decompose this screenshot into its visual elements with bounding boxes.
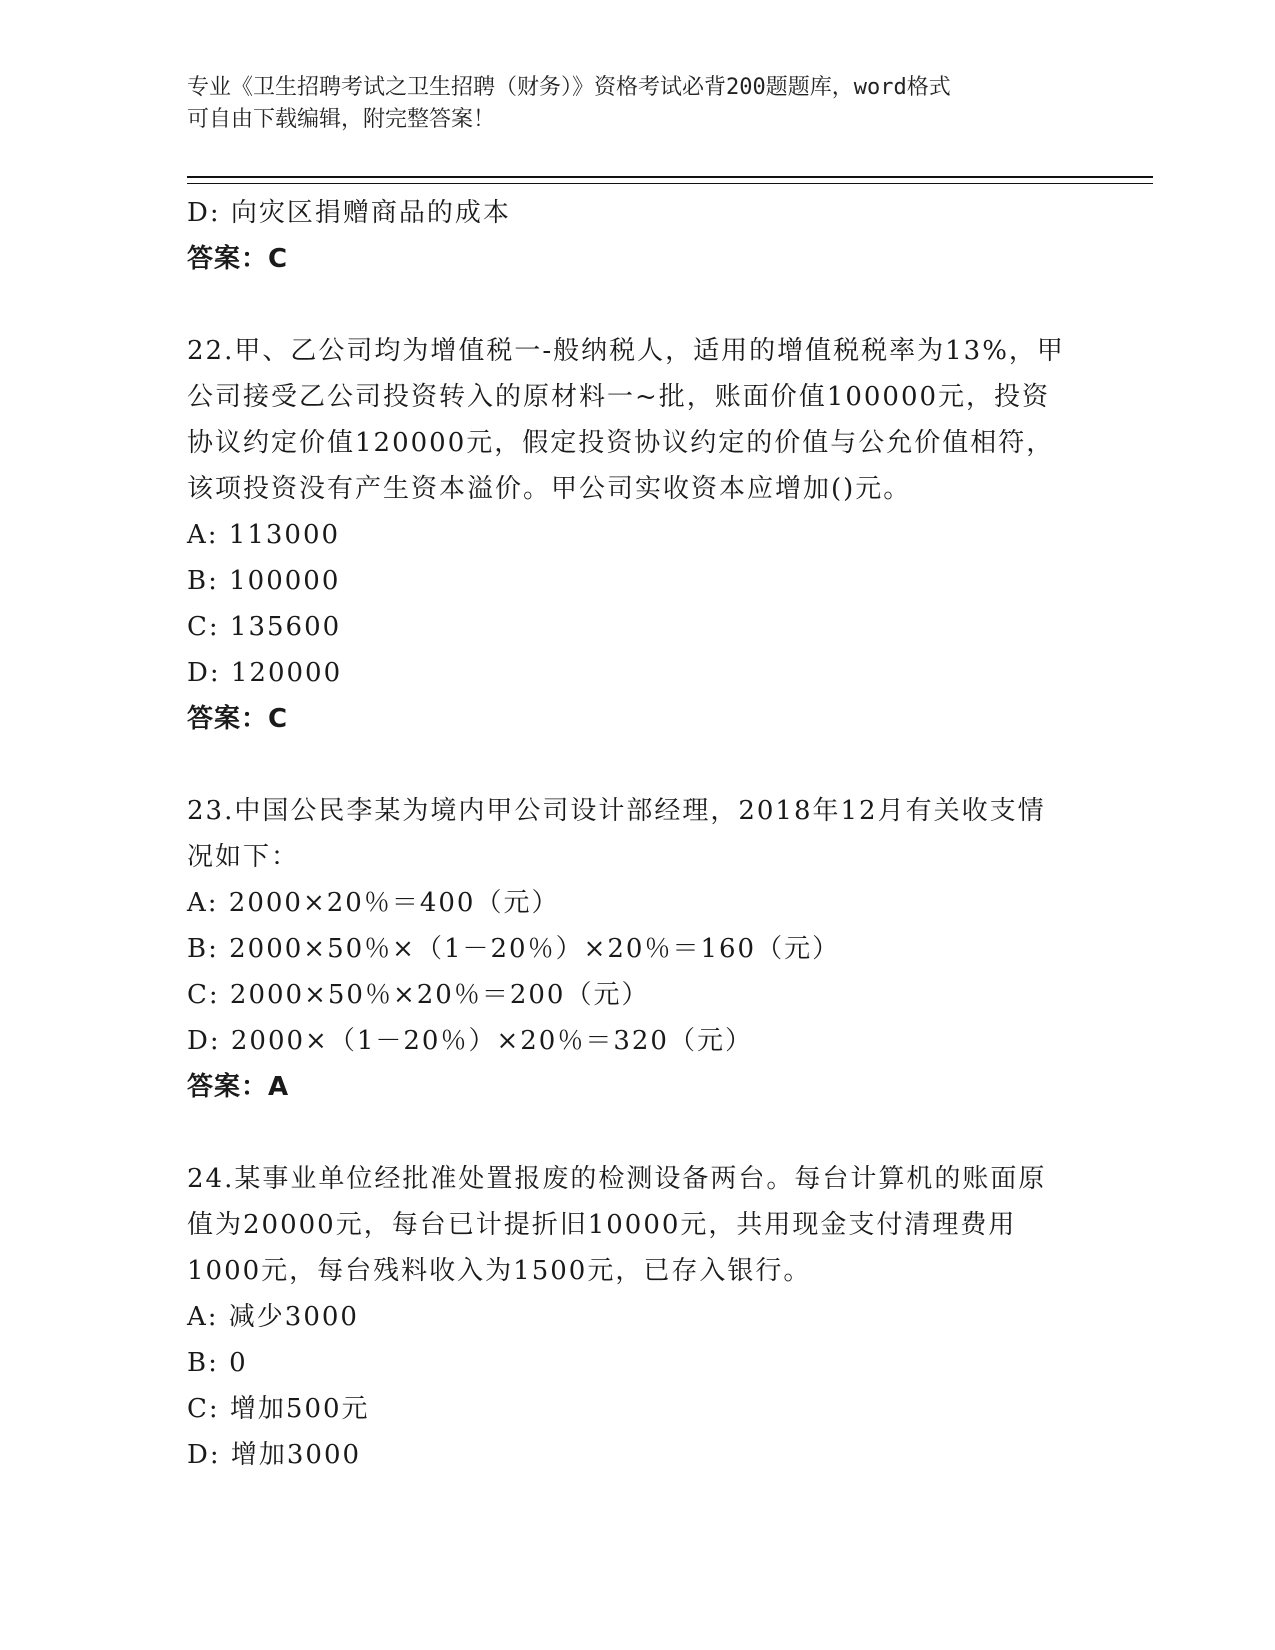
option-c: C: 增加500元 — [187, 1394, 370, 1424]
header-line-1: 专业《卫生招聘考试之卫生招聘（财务）》资格考试必背200题题库，word格式 — [187, 75, 951, 100]
document-header — [187, 72, 1087, 136]
question-text-line: 24.某事业单位经批准处置报废的检测设备两台。每台计算机的账面原 — [187, 1164, 1047, 1194]
question-23 — [187, 788, 1087, 1110]
question-text-line: 1000元，每台残料收入为1500元，已存入银行。 — [187, 1256, 812, 1286]
answer-line: 答案：A — [187, 1072, 290, 1102]
option-b: B: 2000×50％×（1－20％）×20％＝160（元） — [187, 934, 841, 964]
option-c: C: 135600 — [187, 612, 342, 642]
spacer — [187, 1110, 1087, 1156]
option-a: A: 2000×20％＝400（元） — [187, 888, 560, 918]
answer-line: 答案：C — [187, 704, 289, 734]
question-22 — [187, 328, 1087, 742]
header-line-2: 可自由下载编辑，附完整答案！ — [187, 107, 496, 132]
previous-question-tail — [187, 190, 1087, 282]
question-text-line: 协议约定价值120000元，假定投资协议约定的价值与公允价值相符， — [187, 428, 1055, 458]
question-text-line: 况如下： — [187, 842, 300, 872]
header-rule-thick — [187, 176, 1153, 178]
question-text-line: 该项投资没有产生资本溢价。甲公司实收资本应增加()元。 — [187, 474, 912, 504]
question-text-line: 值为20000元，每台已计提折旧10000元，共用现金支付清理费用 — [187, 1210, 1017, 1240]
option-b: B: 100000 — [187, 566, 341, 596]
question-text-line: 23.中国公民李某为境内甲公司设计部经理，2018年12月有关收支情 — [187, 796, 1046, 826]
option-d: D: 向灾区捐赠商品的成本 — [187, 198, 511, 228]
option-a: A: 113000 — [187, 520, 341, 550]
question-24 — [187, 1156, 1087, 1478]
option-d: D: 2000×（1－20％）×20％＝320（元） — [187, 1026, 753, 1056]
question-text-line: 公司接受乙公司投资转入的原材料一~批，账面价值100000元，投资 — [187, 382, 1051, 412]
option-d: D: 120000 — [187, 658, 343, 688]
spacer — [187, 742, 1087, 788]
option-b: B: 0 — [187, 1348, 248, 1378]
question-content — [187, 190, 1087, 1478]
spacer — [187, 282, 1087, 328]
header-rule-thin — [187, 183, 1153, 184]
option-c: C: 2000×50％×20％＝200（元） — [187, 980, 650, 1010]
question-text-line: 22.甲、乙公司均为增值税一-般纳税人，适用的增值税税率为13%，甲 — [187, 336, 1065, 366]
option-d: D: 增加3000 — [187, 1440, 362, 1470]
option-a: A: 减少3000 — [187, 1302, 359, 1332]
answer-line: 答案：C — [187, 244, 289, 274]
